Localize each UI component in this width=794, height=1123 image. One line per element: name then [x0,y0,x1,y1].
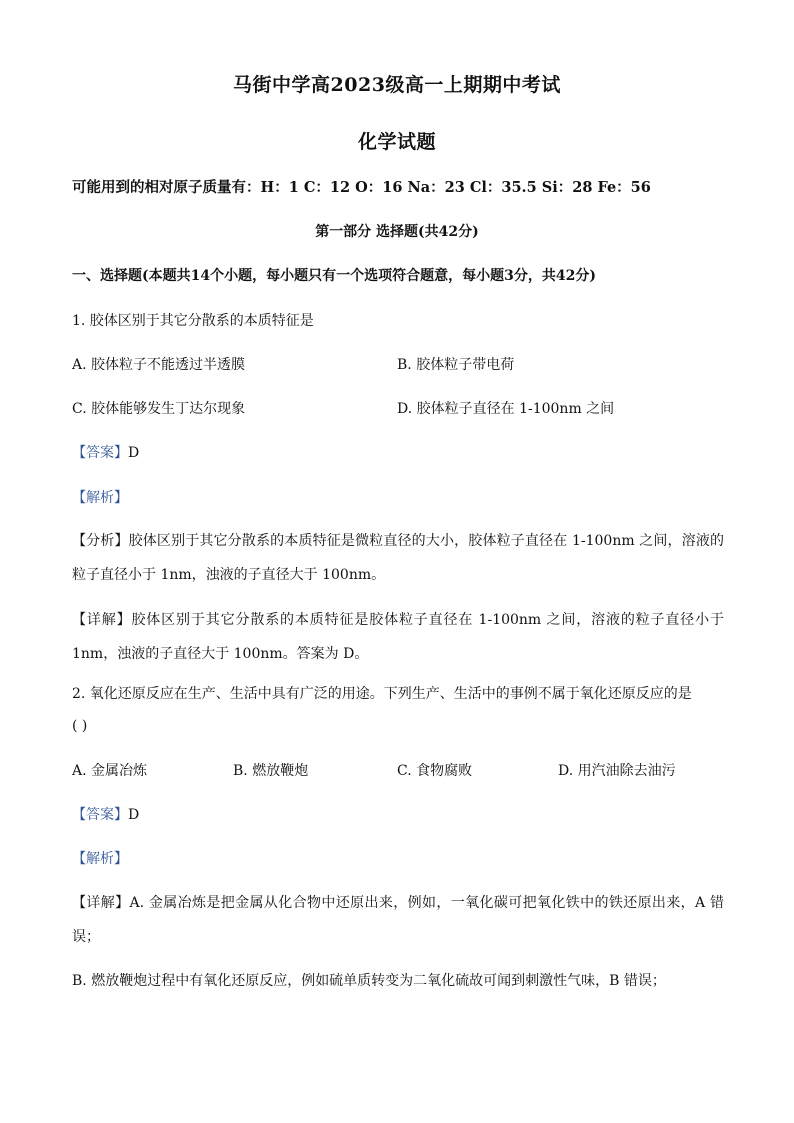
q2-answer-tag: 【答案】 [72,807,128,823]
q2-option-d: D. 用汽油除去油污 [558,763,676,779]
q1-option-a: A. 胶体粒子不能透过半透膜 [72,357,246,373]
q1-stem: 1. 胶体区别于其它分散系的本质特征是 [72,313,314,329]
q1-option-c: C. 胶体能够发生丁达尔现象 [72,401,246,417]
q1-answer-value: D [128,445,140,461]
q2-option-b: B. 燃放鞭炮 [233,763,309,779]
q1-detail: 【详解】胶体区别于其它分散系的本质特征是胶体粒子直径在 1-100nm 之间，溶液的粒子直径小于 1nm，浊液的子直径大于 100nm。答案为 D。 [72,612,724,662]
q1-answer [72,443,139,463]
section-heading: 一、选择题(本题共14个小题，每小题只有一个选项符合题意，每小题3分，共42分) [72,268,596,284]
q2-detail-a: 【详解】A. 金属冶炼是把金属从化合物中还原出来，例如，一氧化碳可把氧化铁中的铁还原出来，A 错误； [72,895,724,945]
exam-title: 马街中学高2023级高一上期期中考试 [233,74,561,96]
q2-answer-value: D [128,807,140,823]
q1-option-d: D. 胶体粒子直径在 1-100nm 之间 [397,401,615,417]
q1-analysis-tag: 【解析】 [72,490,128,506]
q2-stem-line1: 2. 氧化还原反应在生产、生活中具有广泛的用途。下列生产、生活中的事例不属于氧化还原反应的是 [72,686,692,702]
q1-answer-tag: 【答案】 [72,445,128,461]
part-one-heading: 第一部分 选择题(共42分) [315,224,479,240]
q2-detail-b: B. 燃放鞭炮过程中有氧化还原反应，例如硫单质转变为二氧化硫故可闻到刺激性气味，B 错误； [72,973,666,989]
q2-stem-line2: ( ) [72,718,88,734]
q2-option-c: C. 食物腐败 [397,763,473,779]
q2-option-a: A. 金属冶炼 [72,763,148,779]
exam-subtitle: 化学试题 [357,131,436,153]
q1-analysis-note: 【分析】胶体区别于其它分散系的本质特征是微粒直径的大小，胶体粒子直径在 1-100nm 之间，溶液的粒子直径小于 1nm，浊液的子直径大于 100nm。 [72,533,724,583]
atomic-mass-line: 可能用到的相对原子质量有：H：1 C：12 O：16 Na：23 Cl：35.5 Si：28 Fe：56 [72,179,651,196]
q2-answer [72,805,139,825]
q2-analysis-tag: 【解析】 [72,851,128,867]
q1-option-b: B. 胶体粒子带电荷 [397,357,515,373]
